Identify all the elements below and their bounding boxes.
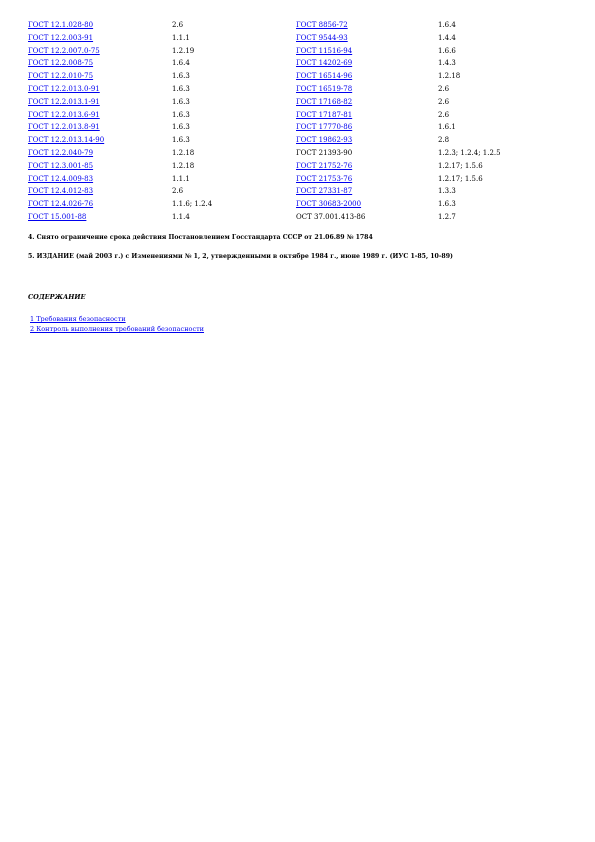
left-doc-cell (28, 32, 172, 45)
doc-link[interactable]: ГОСТ 16519-78 (296, 84, 353, 93)
right-doc-cell (296, 83, 438, 96)
referenced-documents-body (28, 19, 518, 224)
right-doc-cell (296, 32, 438, 45)
left-item-cell: 1.2.18 (172, 161, 195, 170)
left-item-cell: 1.1.6; 1.2.4 (172, 200, 213, 209)
left-item-cell: 1.1.4 (172, 212, 190, 221)
left-item-cell: 1.6.4 (172, 59, 190, 68)
left-doc-cell (28, 96, 172, 109)
left-item-cell: 1.2.19 (172, 46, 195, 55)
right-doc-cell (296, 134, 438, 147)
table-row (28, 185, 518, 198)
doc-link[interactable]: ГОСТ 17168-82 (296, 97, 353, 106)
table-row (28, 198, 518, 211)
left-item-cell: 1.6.3 (172, 72, 190, 81)
left-item-cell: 1.1.1 (172, 33, 190, 42)
right-item-cell: 2.6 (438, 84, 450, 93)
table-row (28, 83, 518, 96)
right-item-cell: 1.2.7 (438, 212, 456, 221)
right-item-cell: 1.6.3 (438, 200, 456, 209)
right-item-cell: 1.4.4 (438, 33, 456, 42)
doc-link[interactable]: ГОСТ 9544-93 (296, 33, 348, 42)
left-doc-cell (28, 83, 172, 96)
doc-link[interactable]: ГОСТ 12.2.013.1-91 (28, 97, 100, 106)
left-item-cell: 1.6.3 (172, 84, 190, 93)
doc-text: ОСТ 37.001.413-86 (296, 212, 366, 221)
toc-link-safety-requirements[interactable]: 1 Требования безопасности (30, 315, 126, 323)
table-row (28, 45, 518, 58)
right-doc-cell (296, 173, 438, 186)
table-row (28, 96, 518, 109)
left-doc-cell (28, 173, 172, 186)
doc-link[interactable]: ГОСТ 12.2.040-79 (28, 148, 94, 157)
toc-link-safety-compliance-control[interactable]: 2 Контроль выполнения требований безопасности (30, 325, 205, 333)
doc-link[interactable]: ГОСТ 21753-76 (296, 174, 353, 183)
left-doc-cell (28, 134, 172, 147)
right-item-cell: 1.2.17; 1.5.6 (438, 174, 483, 183)
doc-link[interactable]: ГОСТ 8856-72 (296, 21, 348, 29)
right-doc-cell (296, 147, 438, 160)
right-doc-cell (296, 185, 438, 198)
left-item-cell: 1.6.3 (172, 123, 190, 132)
doc-link[interactable]: ГОСТ 12.2.007.0-75 (28, 46, 100, 55)
doc-link[interactable]: ГОСТ 12.3.001-85 (28, 161, 94, 170)
table-row (28, 173, 518, 186)
doc-link[interactable]: ГОСТ 12.2.013.8-91 (28, 123, 100, 132)
right-item-cell: 2.8 (438, 136, 450, 145)
doc-link[interactable]: ГОСТ 17770-86 (296, 123, 353, 132)
right-item-cell: 1.2.3; 1.2.4; 1.2.5 (438, 148, 501, 157)
left-item-cell: 1.6.3 (172, 110, 190, 119)
doc-link[interactable]: ГОСТ 21752-76 (296, 161, 353, 170)
left-item-cell: 1.6.3 (172, 97, 190, 106)
right-item-cell: 1.6.4 (438, 21, 456, 29)
table-row (28, 57, 518, 70)
doc-text: ГОСТ 21393-90 (296, 148, 353, 157)
left-doc-cell (28, 57, 172, 70)
table-row (28, 109, 518, 122)
right-doc-cell (296, 211, 438, 224)
right-doc-cell (296, 96, 438, 109)
left-item-cell: 2.6 (172, 21, 184, 29)
doc-link[interactable]: ГОСТ 15.001-88 (28, 212, 87, 221)
left-doc-cell (28, 160, 172, 173)
doc-link[interactable]: ГОСТ 12.2.013.0-91 (28, 84, 100, 93)
table-row (28, 147, 518, 160)
right-doc-cell (296, 70, 438, 83)
left-item-cell: 1.6.3 (172, 136, 190, 145)
left-doc-cell (28, 185, 172, 198)
doc-link[interactable]: ГОСТ 12.2.013.6-91 (28, 110, 100, 119)
right-item-cell: 1.6.1 (438, 123, 456, 132)
right-doc-cell (296, 57, 438, 70)
doc-link[interactable]: ГОСТ 17187-81 (296, 110, 353, 119)
doc-link[interactable]: ГОСТ 11516-94 (296, 46, 353, 55)
left-doc-cell (28, 198, 172, 211)
table-row (28, 70, 518, 83)
table-row (28, 19, 518, 32)
table-row (28, 160, 518, 173)
table-row (28, 211, 518, 224)
left-doc-cell (28, 19, 172, 32)
right-doc-cell (296, 19, 438, 32)
table-row (28, 121, 518, 134)
doc-link[interactable]: ГОСТ 16514-96 (296, 72, 353, 81)
right-doc-cell (296, 198, 438, 211)
table-row (28, 32, 518, 45)
doc-link[interactable]: ГОСТ 12.1.028-80 (28, 21, 94, 29)
note-4-validity: 4. Снято ограничение срока действия Постановлением Госстандарта СССР от 21.06.89 № 1784 (28, 234, 373, 241)
left-doc-cell (28, 211, 172, 224)
doc-link[interactable]: ГОСТ 12.4.012-83 (28, 187, 94, 196)
left-doc-cell (28, 121, 172, 134)
doc-link[interactable]: ГОСТ 12.2.010-75 (28, 72, 94, 81)
left-doc-cell (28, 70, 172, 83)
left-doc-cell (28, 147, 172, 160)
right-item-cell: 2.6 (438, 110, 450, 119)
doc-link[interactable]: ГОСТ 12.4.009-83 (28, 174, 94, 183)
right-doc-cell (296, 45, 438, 58)
right-item-cell: 1.2.18 (438, 72, 461, 81)
left-item-cell: 2.6 (172, 187, 184, 196)
doc-link[interactable]: ГОСТ 12.2.003-91 (28, 33, 94, 42)
right-doc-cell (296, 160, 438, 173)
right-item-cell: 1.6.6 (438, 46, 456, 55)
left-item-cell: 1.2.18 (172, 148, 195, 157)
toc-title: СОДЕРЖАНИЕ (28, 293, 86, 301)
doc-link[interactable]: ГОСТ 12.4.026-76 (28, 200, 94, 209)
right-doc-cell (296, 109, 438, 122)
doc-link[interactable]: ГОСТ 19862-93 (296, 136, 353, 145)
right-item-cell: 1.2.17; 1.5.6 (438, 161, 483, 170)
right-item-cell: 1.4.3 (438, 59, 456, 68)
note-5-edition: 5. ИЗДАНИЕ (май 2003 г.) с Изменениями № 1, 2, утвержденными в октябре 1984 г., июне 1989 г. (ИУС 1-85, 10-89) (28, 253, 453, 260)
right-item-cell: 1.3.3 (438, 187, 456, 196)
left-item-cell: 1.1.1 (172, 174, 190, 183)
referenced-documents-table (28, 19, 518, 224)
table-row (28, 134, 518, 147)
doc-link[interactable]: ГОСТ 14202-69 (296, 59, 353, 68)
left-doc-cell (28, 45, 172, 58)
doc-link[interactable]: ГОСТ 12.2.013.14-90 (28, 136, 105, 145)
doc-link[interactable]: ГОСТ 12.2.008-75 (28, 59, 94, 68)
right-doc-cell (296, 121, 438, 134)
left-doc-cell (28, 109, 172, 122)
right-item-cell: 2.6 (438, 97, 450, 106)
doc-link[interactable]: ГОСТ 27331-87 (296, 187, 353, 196)
doc-link[interactable]: ГОСТ 30683-2000 (296, 200, 362, 209)
table-of-contents (30, 314, 204, 334)
